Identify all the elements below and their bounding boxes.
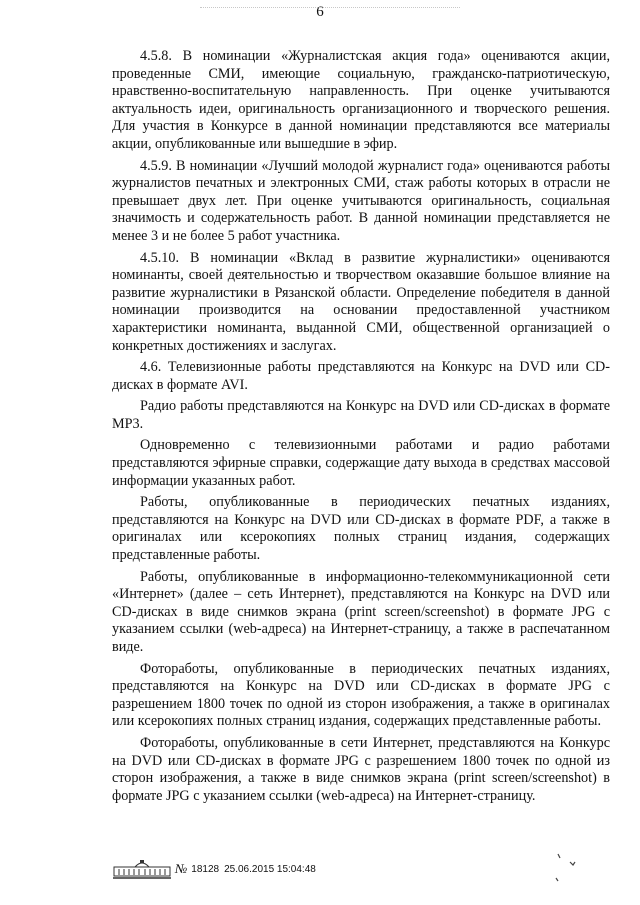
- paragraph-photo-internet: Фотоработы, опубликованные в сети Интернет, представляются на Конкурс на DVD или CD-дисках в формате JPG с разрешением 1800 точек по одной из сторон изображения, а также в виде снимков экрана (print screen/screenshot) в формате JPG с указанием ссылки (web-адреса) на Интернет-страницу.: [112, 734, 610, 804]
- paragraph-4-6-tv: 4.6. Телевизионные работы представляются на Конкурс на DVD или CD-дисках в формате AVI.: [112, 359, 610, 393]
- document-number: 18128: [191, 863, 220, 875]
- paragraph-photo-print: Фотоработы, опубликованные в периодических печатных изданиях, представляются на Конкурс на DVD или CD-дисках в формате JPG с разрешением 1800 точек по одной из сторон изображения, а также в оригиналах или ксерокопиях полных страниц издания, содержащих представленные работы.: [112, 660, 610, 730]
- paragraph-print-works: Работы, опубликованные в периодических печатных изданиях, представляются на Конкурс на DVD или CD-дисках в формате PDF, а также в оригиналах или ксерокопиях полных страниц издания, содержащих представленные работы.: [112, 494, 610, 564]
- document-footer: [113, 857, 316, 881]
- document-body: [112, 48, 610, 809]
- handwritten-marks-icon: [544, 848, 584, 888]
- government-building-logo-icon: [113, 859, 171, 879]
- paragraph-broadcast-certificates: Одновременно с телевизионными работами и радио работами представляются эфирные справки, содержащие дату выхода в средствах массовой информации указанных работ.: [112, 437, 610, 489]
- paragraph-4-5-10: 4.5.10. В номинации «Вклад в развитие журналистики» оцениваются номинанты, своей деятельностью и творчеством оказавшие большое влияние на развитие журналистики в Рязанской области. Определение победителя в данной номинации производится на основании предоставленной участником характеристики номинанта, выданной СМИ, общественной организацией о конкретных достижениях и заслугах.: [112, 249, 610, 354]
- document-datetime: 25.06.2015 15:04:48: [224, 863, 316, 875]
- paragraph-4-5-8: 4.5.8. В номинации «Журналистская акция года» оцениваются акции, проведенные СМИ, имеющие социальную, гражданско-патриотическую, нравственно-воспитательную направленность. При оценке учитываются актуальность идеи, оригинальность организационного и творческого решения. Для участия в Конкурсе в данной номинации представляются все материалы акции, опубликованные или вышедшие в эфир.: [112, 48, 610, 152]
- scan-artifact-line: [200, 7, 460, 9]
- number-sign: №: [175, 861, 188, 876]
- paragraph-internet-works: Работы, опубликованные в информационно-телекоммуникационной сети «Интернет» (далее – сеть Интернет), представляются на Конкурс на DVD или CD-дисках в виде снимков экрана (print screen/screenshot) в формате JPG с указанием ссылки (web-адреса) на Интернет-страницу, а также в распечатанном виде.: [112, 568, 610, 655]
- paragraph-radio: Радио работы представляются на Конкурс на DVD или CD-дисках в формате MP3.: [112, 398, 610, 432]
- page-number: 6: [316, 4, 324, 20]
- paragraph-4-5-9: 4.5.9. В номинации «Лучший молодой журналист года» оцениваются работы журналистов печатных и электронных СМИ, стаж работы которых в отрасли не превышает двух лет. При оценке учитываются оригинальность, социальная значимость и содержательность работ. В данной номинации представляется не менее 3 и не более 5 работ участника.: [112, 157, 610, 244]
